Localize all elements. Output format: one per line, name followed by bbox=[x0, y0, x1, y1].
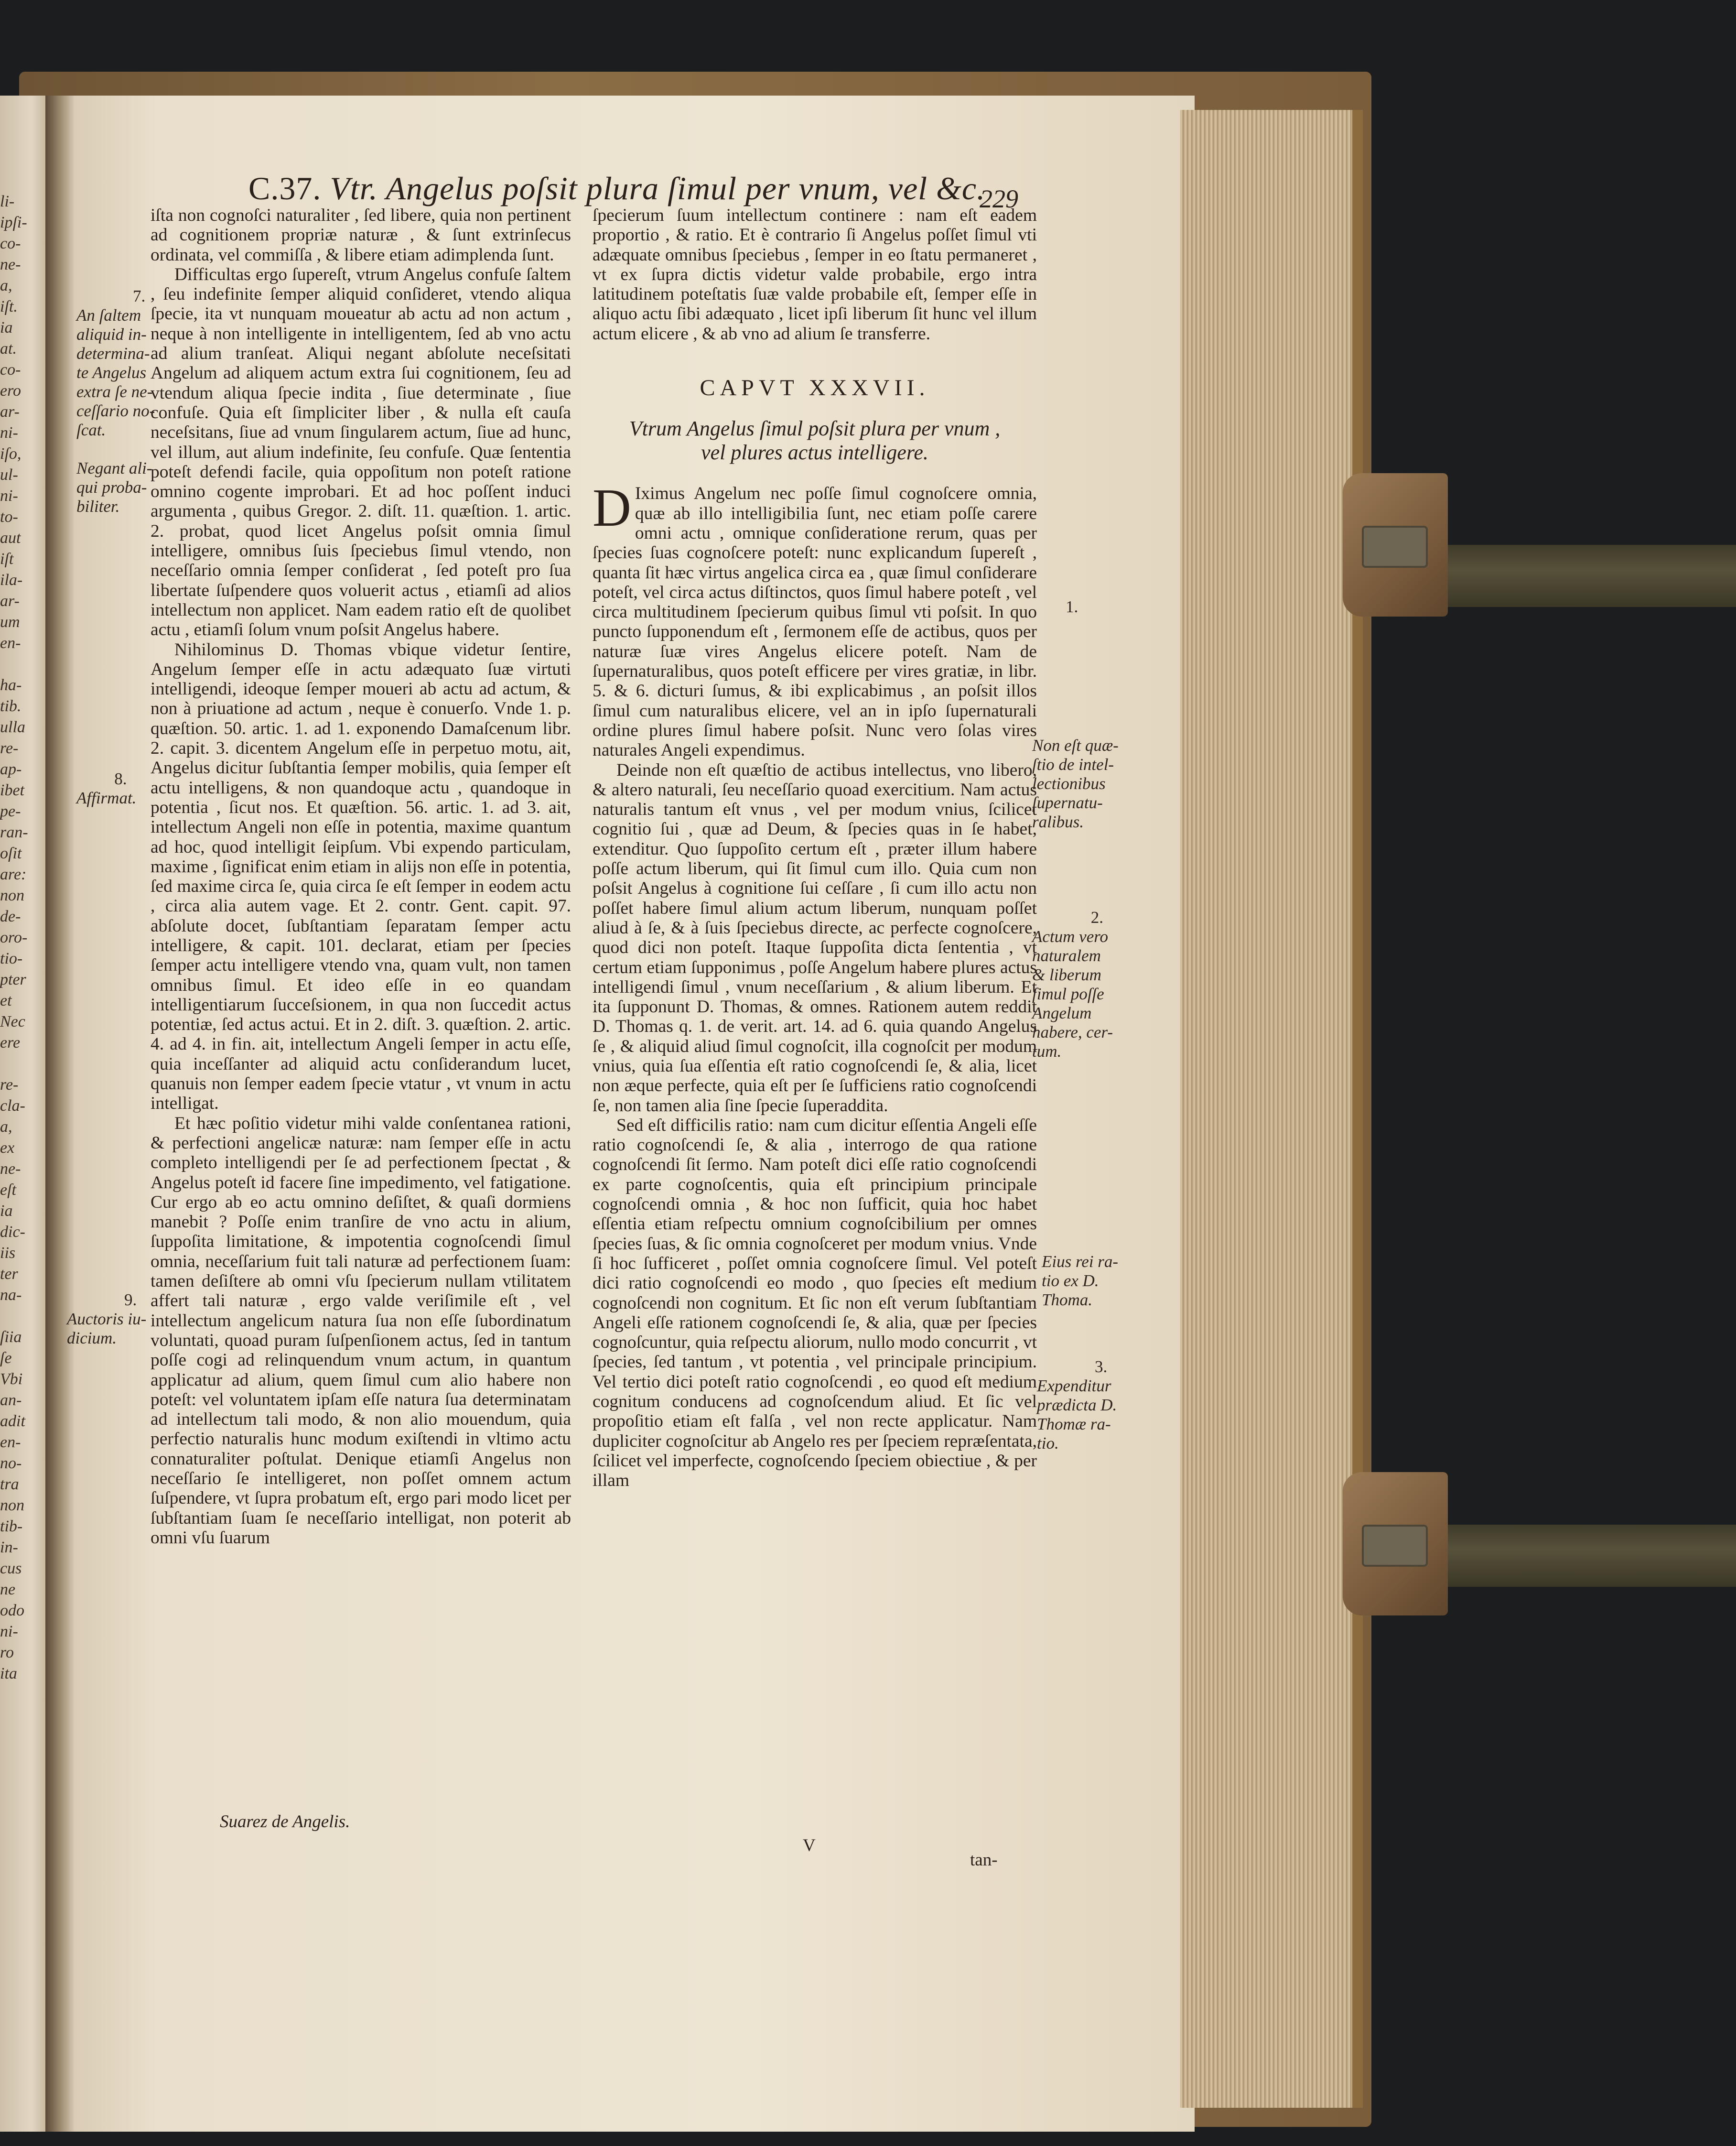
left-page-fragment bbox=[0, 1306, 48, 1327]
margin-note-line: Affirmat. bbox=[76, 789, 137, 807]
left-page-fragment: ha- bbox=[0, 676, 22, 694]
left-page-text-fragments bbox=[0, 191, 48, 1816]
left-page-fragment: ero bbox=[0, 382, 22, 400]
left-page-fragment: ne- bbox=[0, 256, 21, 273]
left-page-fragment: oſit bbox=[0, 845, 22, 862]
left-page-fragment bbox=[0, 654, 48, 675]
left-page-fragment: no- bbox=[0, 1454, 22, 1472]
left-page-fragment: ni- bbox=[0, 424, 18, 442]
margin-note-line: habere, cer- bbox=[1032, 1023, 1113, 1041]
left-page-fragment: ni- bbox=[0, 487, 18, 505]
left-paragraph: Difficultas ergo ſupereſt, vtrum Angelus confuſe ſaltem , ſeu indefinite ſemper aliquid conſideret, vtendo aliqua ſpecie, ita vt nunquam moueatur ab actu ad non actum , neque à non intelligente in intelligentem, ſed ab vno actu ad alium tranſeat. Aliqui negant abſolute neceſsitati Angelum ad aliquem actum extra ſui cognitionem, ſeu ad vtendum aliqua ſpecie indita , ſiue determinate , ſiue confuſe. Quia eſt ſimpliciter liber , & nulla eſt cauſa neceſsitans, ſiue ad vnum ſingularem actum, ſiue ad hunc, vel illum, aut alium indefinite, ſeu confuſe. Quæ ſententia poteſt defendi facile, quia oppoſitum non poteſt ratione omnino cogente improbari. Et ad hoc poſſent induci argumenta , quibus Gregor. 2. diſt. 11. quæſtion. 1. artic. 2. probat, quod licet Angelus poſsit omnia ſimul intelligere, omnibus ſuis ſpeciebus ſimul vtendo, non neceſſario omnia ſemper conſiderat , ſed poteſt pro ſua libertate ſuſpendere quos voluerit actus , etiamſi ad alios intellectum non applicet. Nam eadem ratio eſt de quolibet actu , etiamſi ſolum vnum poſsit Angelus habere. bbox=[151, 264, 571, 640]
left-page-fragment: adit bbox=[0, 1412, 25, 1430]
left-page-fragment: ar- bbox=[0, 592, 20, 610]
margin-note-line: Non eſt quæ- bbox=[1032, 736, 1119, 755]
left-page-fragment: dic- bbox=[0, 1223, 25, 1241]
margin-note-line: te Angelus bbox=[76, 363, 147, 382]
left-margin-note bbox=[76, 459, 152, 516]
margin-note-line: ſtio de intel- bbox=[1032, 755, 1114, 774]
left-page-fragment: cla- bbox=[0, 1097, 25, 1115]
left-page-fragment: ſe bbox=[0, 1349, 12, 1367]
gutter bbox=[45, 96, 74, 2132]
left-page-fragment: en- bbox=[0, 634, 21, 652]
left-page-fragment: ap- bbox=[0, 760, 22, 778]
left-page-fragment: re- bbox=[0, 739, 19, 757]
margin-note-line: determina- bbox=[76, 344, 150, 363]
left-page-fragment: ipſi- bbox=[0, 214, 27, 231]
margin-note-line: Expenditur bbox=[1037, 1376, 1111, 1395]
chapter-title: Vtrum Angelus ſimul poſsit plura per vnum , vel plures actus intelligere. bbox=[629, 417, 1001, 465]
margin-note-line: Thomæ ra- bbox=[1037, 1415, 1111, 1433]
left-page-fragment: tra bbox=[0, 1475, 19, 1493]
right-margin-note bbox=[1042, 1252, 1118, 1310]
running-head-chapter-ref: C.37. bbox=[248, 170, 322, 206]
left-page-fragment: ro bbox=[0, 1644, 14, 1661]
left-text-column bbox=[151, 206, 571, 1548]
margin-note-number: 2. bbox=[1090, 908, 1104, 927]
right-margin-note bbox=[1032, 736, 1119, 832]
margin-note-line: dicium. bbox=[67, 1329, 117, 1347]
running-head bbox=[248, 170, 985, 207]
margin-note-number: 8. bbox=[114, 770, 127, 788]
running-head-title: Vtr. Angelus poſsit plura ſimul per vnum, vel &c. bbox=[330, 170, 986, 206]
left-page-fragment: at. bbox=[0, 340, 17, 358]
left-page-fragment: iſt bbox=[0, 550, 14, 568]
signature-mark: V bbox=[803, 1836, 816, 1855]
margin-note-line: ſupernatu- bbox=[1032, 793, 1103, 812]
left-page-fragment: ni- bbox=[0, 1623, 18, 1640]
left-page-fragment: non bbox=[0, 887, 24, 904]
left-page-fragment: ter bbox=[0, 1265, 18, 1283]
right-paragraph: Sed eſt difficilis ratio: nam cum dicitur eſſentia Angeli eſſe ratio cognoſcendi ſe, & alia , interrogo de qua ratione cognoſcendi ſit ſermo. Nam poteſt dici eſſe ratio cognoſcendi ex parte cognoſcentis, quia eſt principium principale cognoſcendi omnia , & hoc non ſufficit, quia hoc habet eſſentia etiam reſpectu omnium cognoſcibilium per omnes ſpecies ſuas, & ſic omnia cognoſceret per modum vnius. Vnde ſi hoc ſufficeret , poſſet omnia cognoſcere ſimul. Vel poteſt dici ratio cognoſcendi eo modo , quo ſpecies eſt medium cognoſcendi non cognitum. Et ſic non eſt verum ſubſtantiam Angeli eſſe rationem cognoſcendi ſe, & alia, quæ per ſpecies cognoſcuntur, quia reſpectu aliorum, nullo modo concurrit , vt ſpecies, ſed tantum , vt potentia , vel principale principium. Vel tertio dici poteſt ratio cognoſcendi , eo quod eſt medium cognitum conducens ad cognoſcendum aliud. Et ſic vel propoſitio etiam eſt falſa , vel non recte applicatur. Nam dupliciter cognoſcitur ab Angelo res per ſpeciem repræſentata, ſcilicet vel imperfecte, cognoſcendo ſpeciem obiectiue , & per illam bbox=[593, 1115, 1037, 1491]
margin-note-line: tum. bbox=[1032, 1042, 1062, 1061]
right-paragraph: Deinde non eſt quæſtio de actibus intellectus, vno libero, & altero naturali, ſeu neceſſario quoad exercitium. Nam actus naturalis tantum eſt vnus , vel per modum vnius, ſcilicet cognitio ſui , quæ ad Deum, & ſpecies quas in ſe habet, extenditur. Quo ſuppoſito certum eſt , præter illum habere poſſe actum liberum, qui ſit ſimul cum illo. Quia cum non poſsit Angelus à cognitione ſui ceſſare , ſi cum illo actu non poſſet habere ſimul alium actum liberum, nunquam poſſet aliud à ſe, & à ſuis ſpeciebus directe, ac perfecte cognoſcere, quod dici non poteſt. Itaque ſuppoſita dicta ſententia , vt certum etiam ſupponimus , poſſe Angelum habere plures actus intelligendi ſimul , vnum neceſſarium , & alium liberum. Et ita ſupponunt D. Thomas, & omnes. Rationem autem reddit D. Thomas q. 1. de verit. art. 14. ad 6. quia quando Angelus ſe , & aliquid aliud ſimul cognoſcit, illa cognoſcit per modum vnius, quia ſua eſſentia eſt ratio cognoſcendi ſe, & alia, licet non æque perfecte, quia eſt per ſe ſufficiens ratio cognoſcendi ſe, non tamen alia ſine ſpecie ſuperaddita. bbox=[593, 760, 1037, 1116]
left-page-fragment: co- bbox=[0, 361, 21, 379]
left-page-fragment: tio- bbox=[0, 950, 23, 967]
left-page-fragment: oro- bbox=[0, 929, 28, 946]
left-page-fragment: cus bbox=[0, 1560, 22, 1577]
upper-clasp bbox=[1343, 473, 1448, 617]
left-page-fragment: en- bbox=[0, 1433, 21, 1451]
margin-note-line: Actum vero bbox=[1032, 927, 1109, 946]
left-page-fragment: iſo, bbox=[0, 445, 22, 463]
margin-note-number: 9. bbox=[124, 1290, 137, 1309]
right-margin-note bbox=[1037, 1357, 1117, 1453]
right-text-column bbox=[593, 206, 1037, 1491]
left-page-fragment: Nec bbox=[0, 1013, 25, 1030]
right-paragraph: Iximus Angelum nec poſſe ſimul cognoſcere omnia, quæ ab illo intelligibilia ſunt, nec etiam poſſe carere omni actu , omnique conſideratione rerum, quas per ſpecies ſuas cognoſcere poteſt: nunc explicandum ſupereſt , quanta ſit hæc virtus angelica circa ea , quæ ſimul conſiderare poteſt, vel circa actus diſtinctos, quos ſimul habere poteſt , vel circa multitudinem ſpecierum quibus ſimul vti poſsit. In quo puncto ſupponendum eſt , ſermonem eſſe de actibus, quos per naturæ ſuæ vires Angelus elicere poteſt. Nam de ſupernaturalibus, quos poteſt efficere per vires gratiæ, in libr. 5. & 6. dicturi ſumus, & ibi explicabimus , an poſsit illos ſimul cum naturalibus elicere, vel an in ipſo ſupernaturali ordine plures ſimul habere poſsit. Nunc vero ſolas vires naturales Angeli expendimus. bbox=[593, 484, 1037, 760]
margin-note-line: prædicta D. bbox=[1037, 1396, 1117, 1414]
margin-note-number: 7. bbox=[133, 287, 146, 305]
margin-note-line: Auctoris iu- bbox=[67, 1310, 147, 1328]
left-page-fragment: tib- bbox=[0, 1517, 23, 1535]
margin-note-line: Thoma. bbox=[1042, 1290, 1092, 1309]
left-margin-note bbox=[76, 287, 155, 440]
margin-note-line: biliter. bbox=[76, 497, 120, 516]
right-margin-note bbox=[1032, 908, 1113, 1061]
right-margin-note bbox=[1066, 597, 1088, 617]
margin-note-line: aliquid in- bbox=[76, 325, 147, 344]
margin-note-line: Angelum bbox=[1032, 1004, 1092, 1022]
left-page-fragment: ran- bbox=[0, 824, 28, 841]
left-page-fragment: um bbox=[0, 613, 20, 631]
left-page-fragment: iſt. bbox=[0, 298, 18, 315]
margin-note-number: 3. bbox=[1094, 1357, 1108, 1376]
left-page-fragment: ul- bbox=[0, 466, 18, 484]
left-margin-note bbox=[76, 770, 136, 808]
margin-note-number: 1. bbox=[1066, 597, 1078, 616]
left-page-fragment: in- bbox=[0, 1539, 18, 1556]
margin-note-line: Eius rei ra- bbox=[1042, 1252, 1119, 1271]
left-page-fragment: non bbox=[0, 1496, 24, 1514]
left-page-fragment: pter bbox=[0, 971, 26, 988]
left-page-fragment: ne- bbox=[0, 1160, 21, 1178]
dropcap-initial: D bbox=[593, 478, 631, 538]
margin-note-line: & liberum bbox=[1032, 965, 1101, 984]
right-opening-paragraph: ſpecierum ſuum intellectum continere : nam eſt eadem proportio , & ratio. Et è contrario ſi Angelus poſſet ſimul vti adæquate omnibus ſpeciebus , ſemper in eo ſtatu permaneret , vt ex ſupra dictis videtur valde probabile, ergo intra latitudinem poteſtatis ſuæ valde probabile eſt, ſemper eſſe in aliquo actu ſibi adæquato , licet ipſi liberum ſit hunc vel illum actum elicere , & ab vno ad alium ſe transferre. bbox=[593, 206, 1037, 344]
left-page-fragment: ere bbox=[0, 1034, 21, 1051]
left-page-fragment: Vbi bbox=[0, 1370, 23, 1388]
left-page-fragment: re- bbox=[0, 1076, 19, 1094]
left-page-fragment: ita bbox=[0, 1665, 17, 1682]
margin-note-line: ſcat. bbox=[76, 421, 106, 439]
margin-note-line: Negant ali- bbox=[76, 459, 152, 477]
catchword: tan- bbox=[970, 1850, 998, 1870]
left-page-fragment: aut bbox=[0, 529, 21, 547]
margin-note-line: ceſſario no- bbox=[76, 401, 155, 420]
margin-note-line: qui proba- bbox=[76, 478, 147, 497]
left-page-fragment bbox=[0, 1053, 48, 1074]
left-page-fragment: li- bbox=[0, 193, 15, 210]
margin-note-line: ralibus. bbox=[1032, 813, 1084, 831]
left-page-fragment: ila- bbox=[0, 571, 23, 589]
left-paragraph: Et hæc poſitio videtur mihi valde conſentanea rationi, & perfectioni angelicæ naturæ: nam ſemper eſſe in actu completo intelligendi per ſe ad perfectionem ſpectat , & Angelus poteſt id facere ſine impedimento, vel fatigatione. Cur ergo ab eo actu omnino deſiſtet, & quaſi dormiens manebit ? Poſſe enim tranſire de vno actu in alium, ſuppoſita limitatione, & impotentia cognoſcendi ſimul omnia, neceſſarium fuit tali naturæ ad perfectionem ſuam: tamen deſiſtere ab omni vſu ſpecierum nullam vtilitatem affert tali naturæ , ergo valde veriſimile eſt , vel intellectum angelicum natura ſua non eſſe ſubordinatum voluntati, quoad puram ſuſpenſionem actus, ſed in tantum poſſe cogi ad relinquendum vnum actum, in quantum applicatur ad alium, quem ſimul cum alio habere non poteſt: vel voluntatem ipſam eſſe natura ſua determinatam ad intellectum tali modo, & non alio mouendum, quia perfectio naturalis hunc modum exiſtendi in vltimo actu connaturaliter poſtulat. Denique etiamſi Angelus non neceſſario ſe intelligeret, non poſſet omnem actum ſuſpendere, vt ſupra probatum eſt, ergo pari modo licet per ſubſtantiam ſuam ſe neceſſario intelligat, non poterit ab omni vſu ſuarum bbox=[151, 1113, 571, 1548]
left-page-fragment: co- bbox=[0, 235, 21, 252]
left-page-fragment: ia bbox=[0, 1202, 13, 1220]
left-paragraph: Nihilominus D. Thomas vbique videtur ſentire, Angelum ſemper eſſe in actu adæquato ſuæ virtuti intelligendi, ideoque ſemper moueri ab actu ad actum, & non à priuatione ad actum , neque è conuerſo. Vnde 1. p. quæſtion. 50. artic. 1. ad 1. exponendo Damaſcenum libr. 2. capit. 3. dicentem Angelum eſſe in perpetuo motu, ait, Angelus dicitur ſubſtantia ſemper mobilis, quia ſemper eſt actu intelligens, & non quandoque actu , quandoque in potentia , ſicut nos. Et quæſtion. 56. artic. 1. ad 3. ait, intellectum Angeli non eſſe in potentia, maxime quantum ad hoc, quod intelligit ſeipſum. Vbi expendo particulam, maxime , ſignificat enim etiam in alijs non eſſe in potentia, ſed maxime circa ſe, quia circa ſe eſt ſemper in eodem actu , circa alia autem vage. Et 2. contr. Gent. capit. 97. abſolute docet, ſubſtantiam ſeparatam ſemper actu intelligere, & capit. 101. declarat, etiam per ſpecies ſemper actu intelligere vtendo vna, quam vult, non tamen omnibus ſimul. Et ideo eſſe in eo quandam intelligentiarum ſucceſsionem, in qua non ſuccedit actus potentiæ, ſed actus actui. Et in 2. diſt. 3. quæſtion. 2. artic. 4. ad 4. in fin. ait, intellectum Angeli ſemper in actu eſſe, quia inceſſanter ad aliquid actu conſiderandum lucet, quanuis non ſemper eadem ſpecie vtatur , vt vnum in actu intelligat. bbox=[151, 639, 571, 1114]
left-page-fragment: ulla bbox=[0, 718, 25, 736]
margin-note-line: naturalem bbox=[1032, 946, 1101, 965]
left-page-fragment: de- bbox=[0, 908, 21, 925]
left-page-fragment: et bbox=[0, 992, 12, 1009]
margin-note-line: extra ſe ne- bbox=[76, 382, 153, 401]
left-page-fragment: to- bbox=[0, 508, 18, 526]
margin-note-line: lectionibus bbox=[1032, 774, 1106, 793]
left-page-fragment: odo bbox=[0, 1602, 24, 1619]
margin-note-line: ſimul poſſe bbox=[1032, 985, 1104, 1003]
margin-note-line: tio. bbox=[1037, 1434, 1059, 1452]
left-page-fragment: na- bbox=[0, 1286, 22, 1304]
left-page-fragment: ſiia bbox=[0, 1328, 22, 1346]
margin-note-line: tio ex D. bbox=[1042, 1271, 1099, 1290]
left-paragraph: iſta non cognoſci naturaliter , ſed libere, quia non pertinent ad cognitionem propriæ naturæ , & ſunt extrinſecus ordinata, vel commiſſa , & libere etiam adimplenda ſunt. bbox=[151, 206, 571, 265]
left-page-fragment: pe- bbox=[0, 802, 21, 820]
lower-clasp bbox=[1343, 1472, 1448, 1615]
left-page-fragment: ne bbox=[0, 1581, 16, 1598]
chapter-heading: CAPVT XXXVII. bbox=[700, 375, 930, 401]
left-page-fragment: a, bbox=[0, 1118, 12, 1136]
margin-note-line: An ſaltem bbox=[76, 306, 141, 325]
left-page-fragment: ibet bbox=[0, 781, 24, 799]
left-page-fragment: an- bbox=[0, 1391, 22, 1409]
left-page-fragment: ia bbox=[0, 319, 13, 336]
left-page-fragment: ex bbox=[0, 1139, 15, 1157]
left-page-fragment: ar- bbox=[0, 403, 20, 421]
left-page-fragment: a, bbox=[0, 277, 12, 294]
page-number: 229 bbox=[980, 184, 1018, 213]
left-page-fragment: iis bbox=[0, 1244, 16, 1262]
left-page-fragment: eſt bbox=[0, 1181, 16, 1199]
footer-author-line: Suarez de Angelis. bbox=[220, 1812, 350, 1832]
left-margin-note bbox=[67, 1290, 146, 1348]
left-page-fragment: tib. bbox=[0, 697, 22, 715]
page-block-edge bbox=[1180, 110, 1363, 2108]
left-page-fragment: are: bbox=[0, 866, 27, 883]
